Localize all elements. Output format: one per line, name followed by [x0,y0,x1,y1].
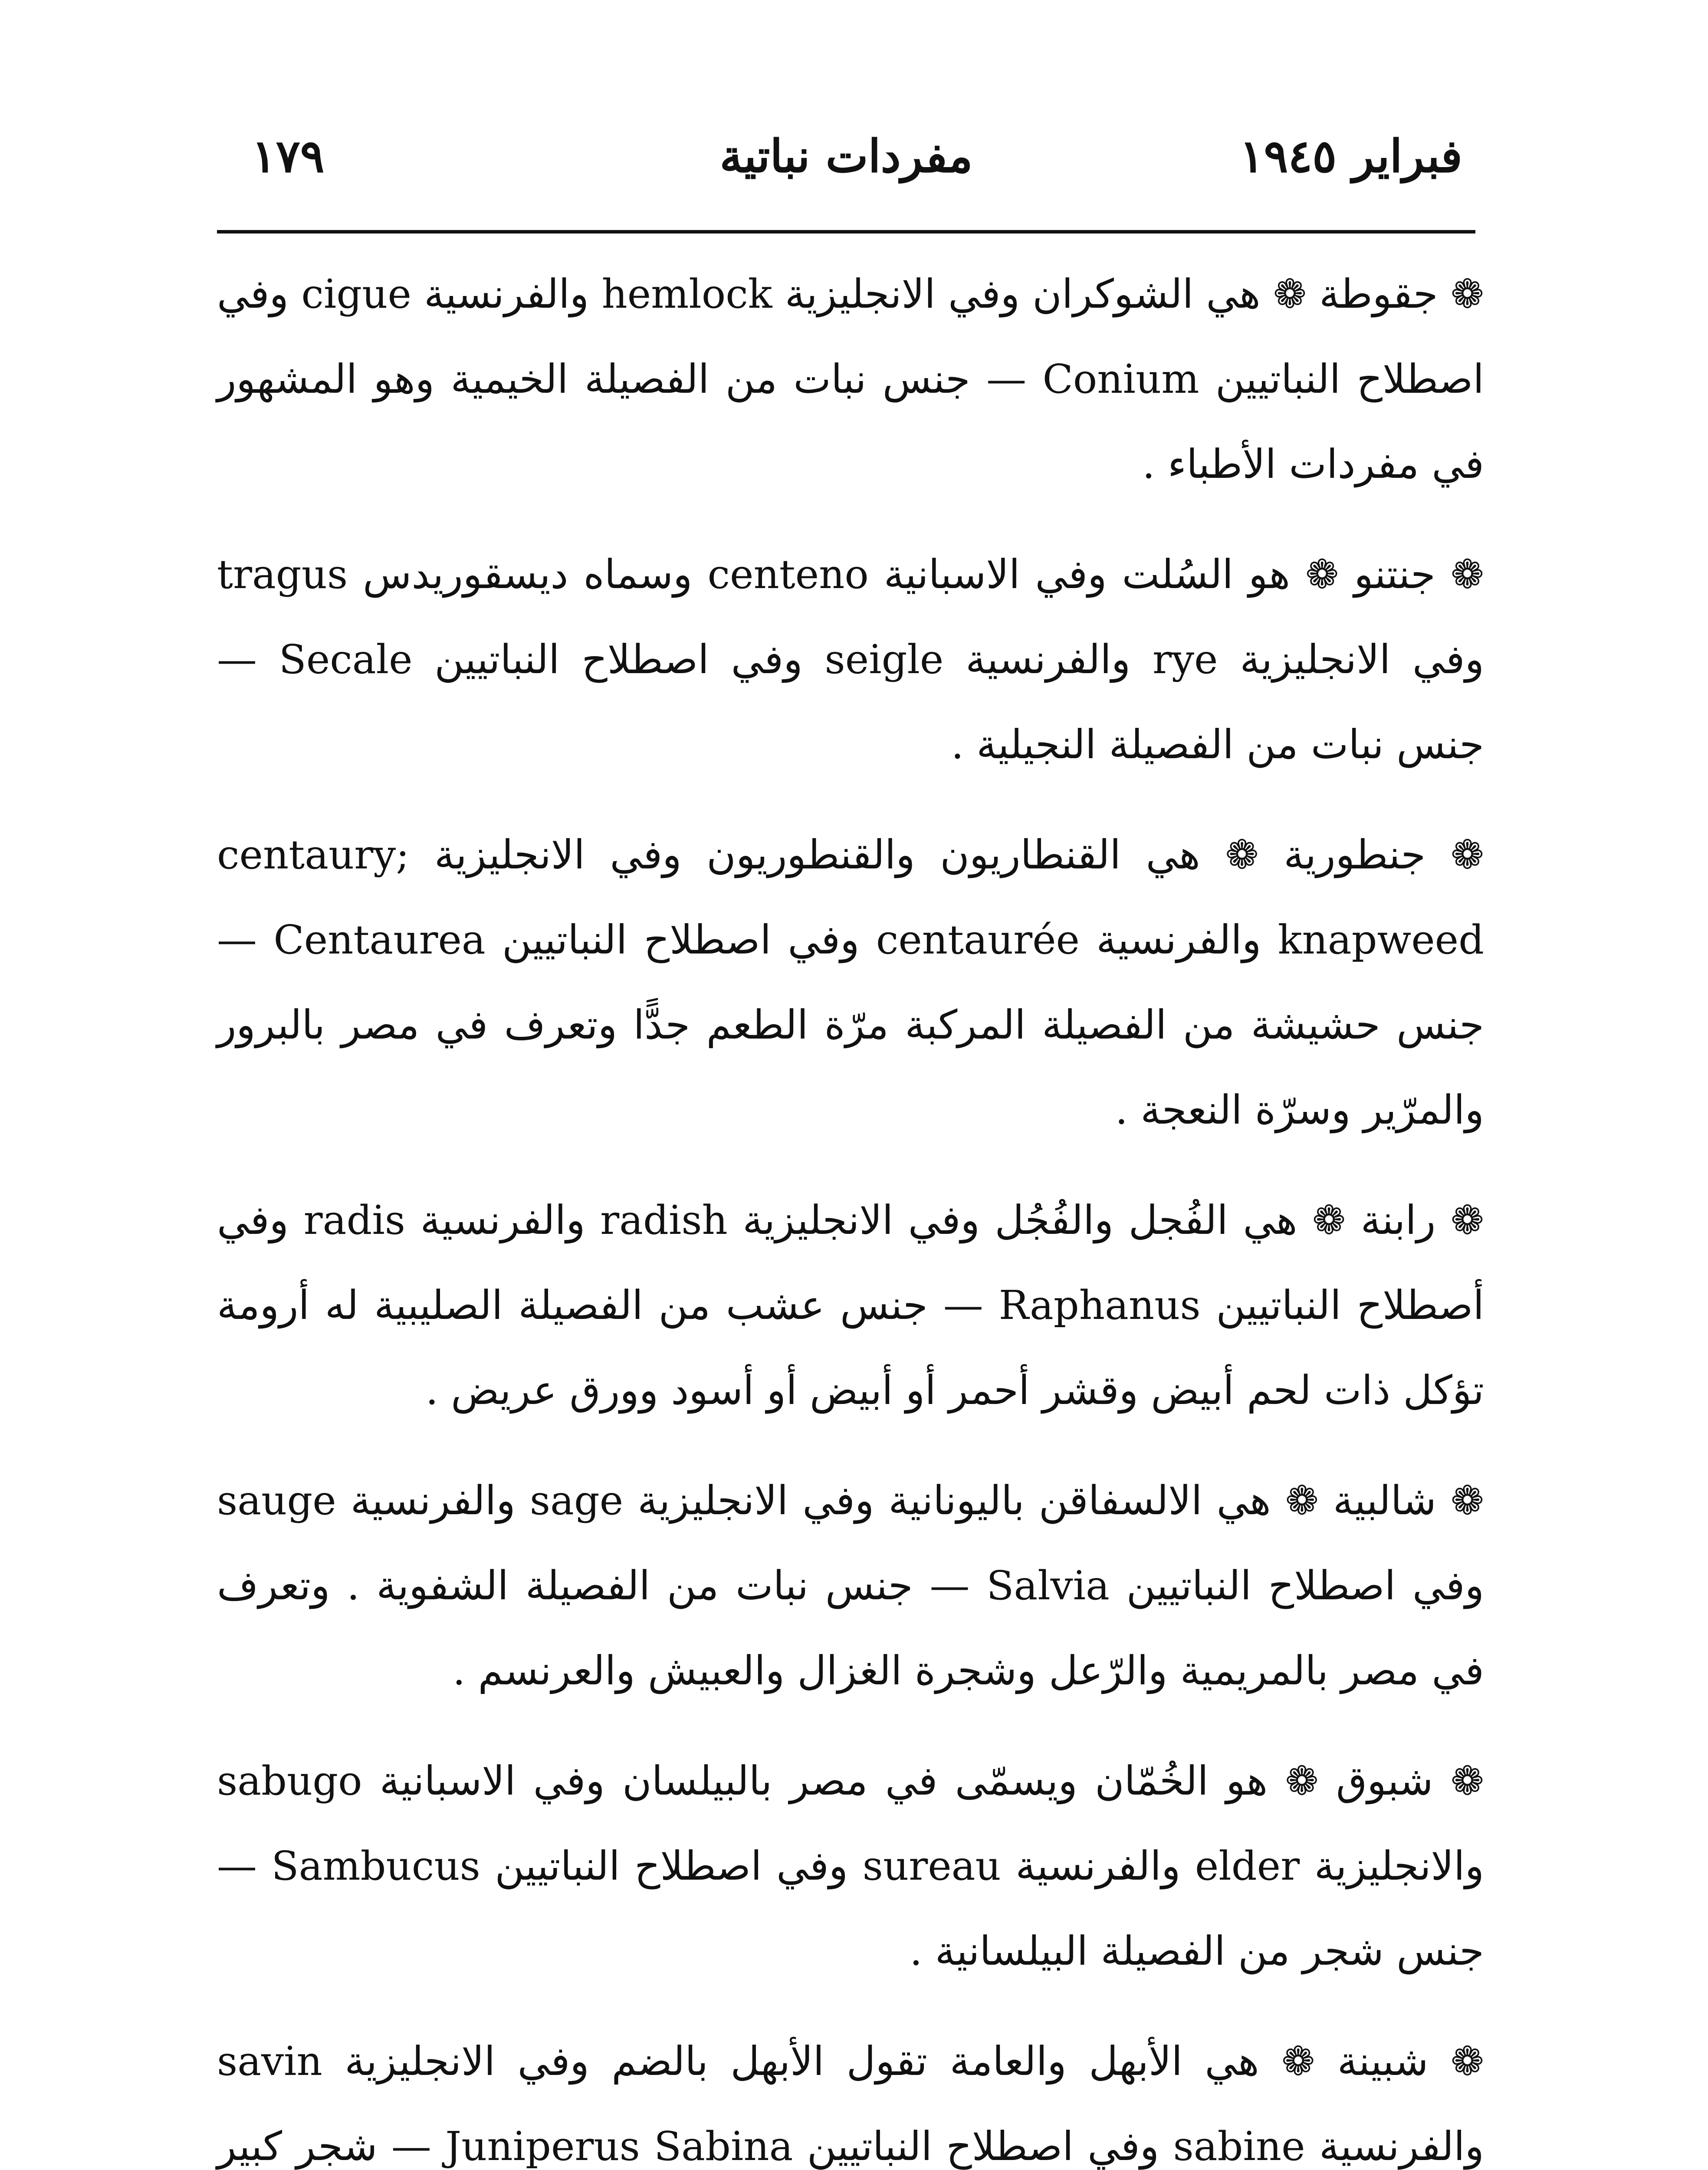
entry-rabna [217,1178,1484,1433]
page-number: ١٧٩ [252,129,325,183]
entry-jaqquta [217,252,1484,507]
entry-text: ❁ جقوطة ❁ هي الشوكران وفي الانجليزية hemlock والفرنسية cigue وفي اصطلاح النباتيين Conium — جنس نبات من الفصيلة الخيمية وهو المشهور في مفردات الأطباء . [217,271,1484,487]
entry-text: ❁ شالبية ❁ هي الالسفاقن باليونانية وفي الانجليزية sage والفرنسية sauge وفي اصطلاح النباتيين Salvia — جنس نبات من الفصيلة الشفوية . وتعرف في مصر بالمريمية والرّعل وشجرة الغزال والعبيش والعرنسم . [217,1477,1485,1694]
entry-jantuariya [217,812,1484,1153]
entry-shabina [217,2019,1484,2170]
running-header [217,117,1475,195]
entry-text: ❁ جنطورية ❁ هي القنطاريون والقنطوريون وفي الانجليزية centaury; knapweed والفرنسية centaurée وفي اصطلاح النباتيين Centaurea — جنس حشيشة من الفصيلة المركبة مرّة الطعم جدًّا وتعرف في مصر بالبرور والمرّير وسرّة النعجة . [217,832,1484,1133]
entry-text: ❁ رابنة ❁ هي الفُجل والفُجُل وفي الانجليزية radish والفرنسية radis وفي أصطلاح النباتيين Raphanus — جنس عشب من الفصيلة الصليبية له أرومة تؤكل ذات لحم أبيض وقشر أحمر أو أبيض أو أسود وورق عريض . [217,1197,1484,1414]
header-rule [217,230,1475,233]
issue-date: فبراير ١٩٤٥ [1239,129,1462,183]
entry-text: ❁ شبينة ❁ هي الأبهل والعامة تقول الأبهل بالضم وفي الانجليزية savin والفرنسية sabine وفي اصطلاح النباتيين Juniperus Sabina — شجر كبير [217,2038,1484,2170]
entry-shalbiya [217,1458,1484,1713]
entry-text: ❁ جنتنو ❁ هو السُلت وفي الاسبانية centeno وسماه ديسقوريدس tragus وفي الانجليزية rye والفرنسية seigle وفي اصطلاح النباتيين Secale — جنس نبات من الفصيلة النجيلية . [217,551,1484,768]
entry-shabuq [217,1739,1484,1994]
entry-text: ❁ شبوق ❁ هو الخُمّان ويسمّى في مصر بالبيلسان وفي الاسبانية sabugo والانجليزية elder والفرنسية sureau وفي اصطلاح النباتيين Sambucus — جنس شجر من الفصيلة البيلسانية . [217,1758,1485,1974]
running-title: مفردات نباتية [719,129,973,183]
entry-jantanu [217,532,1484,787]
entries-body [217,252,1484,2170]
